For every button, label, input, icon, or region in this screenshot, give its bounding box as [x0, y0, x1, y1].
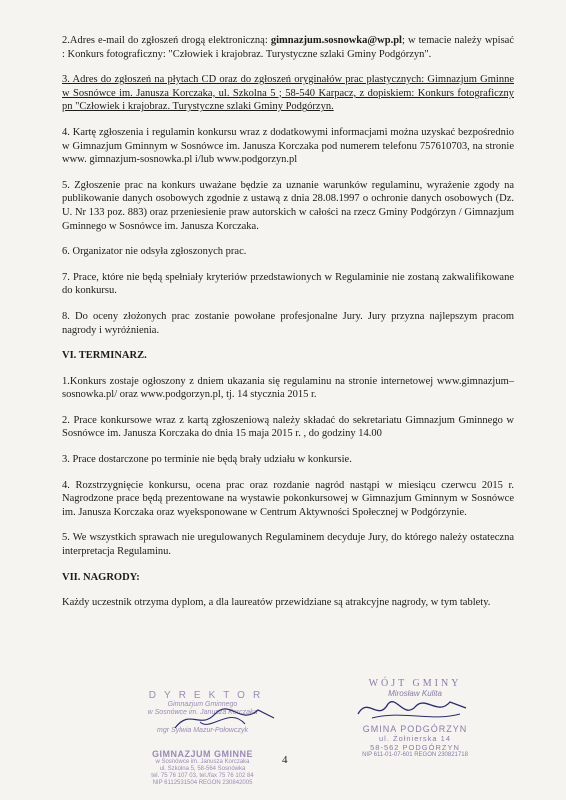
document-body — [62, 34, 514, 622]
prizes-text: Każdy uczestnik otrzyma dyplom, a dla laureatów przewidziane są atrakcyjne nagrody, w tym tablety. — [62, 597, 491, 609]
schedule-item: 4. Rozstrzygnięcie konkursu, ocena prac oraz rozdanie nagród nastąpi w miesiącu czerwcu 2015 r. Nagrodzone prace będą prezentowane na wystawie pokonkursowej w Gimnazjum Gminnym w Sosnówce im. Janusza Korczaka oraz wyeksponowane w Centrum Aktywności Społecznej w Podgórzynie. — [62, 479, 514, 518]
section-heading-schedule: VI. TERMINARZ. — [62, 350, 147, 362]
section-heading-prizes: VII. NAGRODY: — [62, 571, 140, 583]
paragraph-entry-form: 4. Kartę zgłoszenia i regulamin konkursu wraz z dodatkowymi informacjami można uzyskać bezpośrednio w Gimnazjum Gminnym w Sosnówce im. Janusza Korczaka pod numerem telefonu 757610703, na stronie www. gimnazjum-sosnowka.pl i/lub www.podgorzyn.pl — [62, 126, 514, 166]
paragraph-criteria: 7. Prace, które nie będą spełniały kryteriów przedstawionych w Regulaminie nie zostaną zakwalifikowane do konkursu. — [62, 271, 514, 297]
school-stamp-addr1: w Sosnówce im. Janusza Korczaka — [155, 759, 250, 765]
paragraph-no-return: 6. Organizator nie odsyła zgłoszonych prac. — [62, 246, 247, 258]
email-address: gimnazjum.sosnowka@wp.pl — [270, 35, 402, 46]
school-stamp-addr4: NIP 6112531504 REGON 230842005 — [152, 780, 253, 786]
director-stamp-title: DYREKTOR — [148, 690, 269, 701]
mayor-signature — [352, 692, 472, 726]
director-stamp-line1: Gimnazjum Gminnego — [167, 701, 238, 708]
paragraph-postal-address: 3. Adres do zgłoszeń na płytach CD oraz do zgłoszeń oryginałów prac plastycznych: Gimnazjum Gminne w Sosnówce im. Janusza Korczaka, ul. Szkolna 5 ; 58-540 Karpacz, z dopiskiem: Konkurs fotograficzny pn "Człowiek i krajobraz. Turystyczne szlaki Gminy Podgórzyn. — [62, 74, 514, 113]
paragraph-jury: 8. Do oceny złożonych prac zostanie powołane profesjonalne Jury. Jury przyzna najlepszym pracom nagrody i wyróżnienia. — [62, 310, 514, 336]
schedule-item: 3. Prace dostarczone po terminie nie będą brały udziału w konkursie. — [62, 454, 352, 466]
mayor-stamp-title: WÓJT GMINY — [368, 678, 462, 689]
schedule-item: 5. We wszystkich sprawach nie uregulowanych Regulaminem decyduje Jury, do którego należy ostateczna interpretacja Regulaminu. — [62, 532, 514, 558]
director-signature — [170, 700, 280, 736]
school-stamp-title: GIMNAZJUM GMINNE — [152, 749, 253, 759]
commune-stamp-addr1: ul. Żołnierska 14 — [378, 734, 452, 743]
mayor-name: Mirosław Kulita — [388, 689, 442, 698]
school-stamp-addr3: tel. 75 76 107 03, tel./fax 75 76 102 84 — [151, 773, 254, 779]
school-stamp-addr2: ul. Szkolna 5, 58-564 Sosnówka — [159, 766, 246, 772]
director-name: mgr Sylwia Mazur-Połowczyk — [157, 727, 248, 734]
paragraph-email — [62, 34, 514, 61]
schedule-item: 1.Konkurs zostaje ogłoszony z dniem ukazania się regulaminu na stronie internetowej www.gimnazjum–sosnowka.pl/ oraz www.podgorzyn.pl, tj. 14 stycznia 2015 r. — [62, 375, 514, 401]
paragraph-email-text: 2.Adres e-mail do zgłoszeń drogą elektroniczną: — [62, 35, 271, 46]
commune-stamp-nip: NIP 611-01-07-601 REGON 230821718 — [362, 752, 468, 758]
schedule-item: 2. Prace konkursowe wraz z kartą zgłoszeniową należy składać do sekretariatu Gimnazjum Gminnego w Sosnówce im. Janusza Korczaka do dnia 15 maja 2015 r. , do godziny 14.00 — [62, 414, 514, 440]
commune-stamp-addr2: 58-562 PODGÓRZYN — [370, 743, 460, 752]
paragraph-email-rest: ; w temacie należy wpisać : Konkurs fotograficzny: "Człowiek i krajobraz. Turystyczne szlaki Gminy Podgórzyn". — [62, 35, 514, 60]
paragraph-consent: 5. Zgłoszenie prac na konkurs uważane będzie za uznanie warunków regulaminu, wyrażenie zgody na publikowanie danych osobowych zgodnie z ustawą z dnia 28.08.1997 o ochronie danych osobowych (Dz. U. Nr 133 poz. 883) oraz przeniesienie praw autorskich w całości na rzecz Gminy Podgórzyn / Gimnazjum Gminnego w Sosnówce im. Janusza Korczaka. — [62, 179, 514, 232]
page-number: 4 — [282, 754, 288, 766]
director-stamp-line2: w Sosnówce im. Janusza Korczaka — [147, 709, 258, 716]
commune-stamp-title: GMINA PODGÓRZYN — [362, 724, 468, 734]
